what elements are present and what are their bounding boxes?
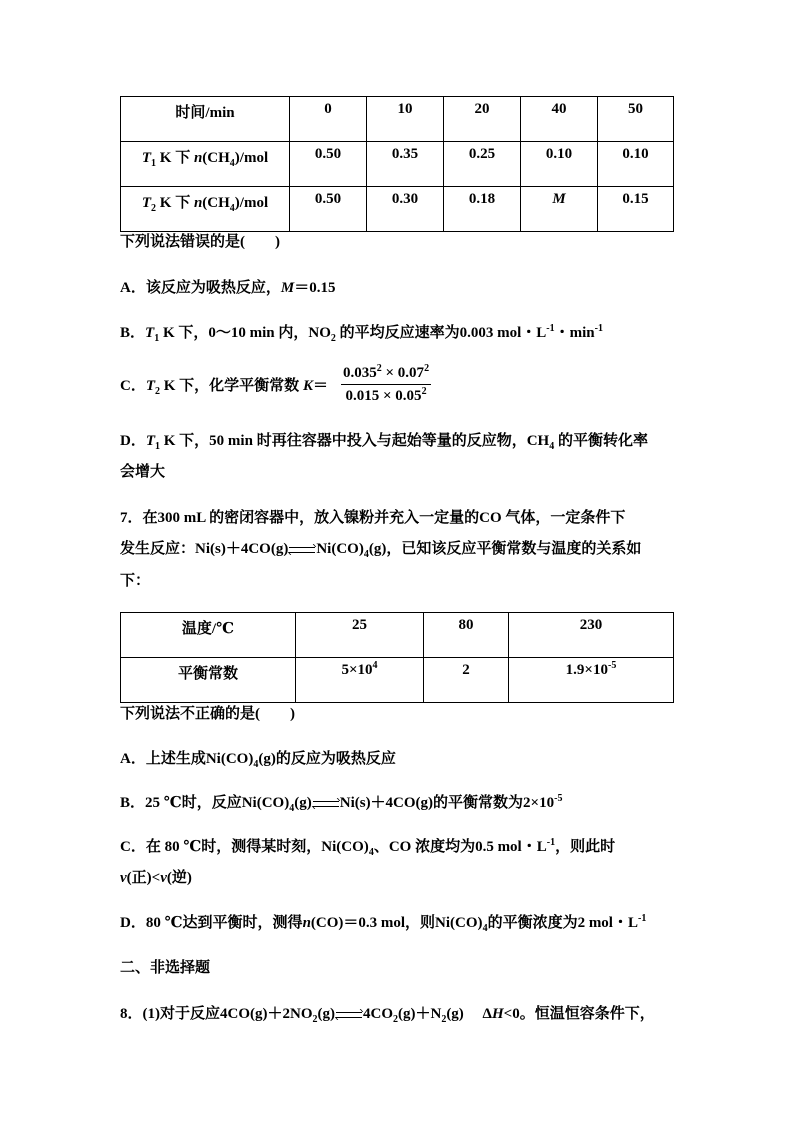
fraction-k xyxy=(341,364,431,405)
option-c: C．$T_2$ K 下，化学平衡常数 K＝ xyxy=(120,378,328,397)
question-7-line3: 下： xyxy=(120,573,151,589)
question-8-line1: 8．(1)对于反应$4CO(g)+2NO_2(g)$ $4CO_2(g)+N_2(g)$ ΔH<0。恒温恒容条件下， xyxy=(120,1006,655,1025)
option-b: B．$T_1$ K 下，0～10 min 内，$NO_2$ 的平均反应速率为0.003 mol・$L^{-1}$・$\min^{-1}$ xyxy=(120,323,603,344)
section-title: 二、非选择题 xyxy=(120,960,211,976)
header-cell: 40 xyxy=(521,97,598,142)
table-cell: 0.35 xyxy=(367,142,444,187)
question-7-line1: 7．在300 mL 的密闭容器中，放入镍粉并充入一定量的CO 气体，一定条件下 xyxy=(120,510,626,526)
table-cell: 0.50 xyxy=(290,187,367,232)
table-k-temperature xyxy=(120,612,674,703)
table-ch4-time xyxy=(120,96,674,232)
option-c-line2: v(正)<v(逆) xyxy=(120,870,192,886)
table-cell: 0.30 xyxy=(367,187,444,232)
option-d: D．80 ℃达到平衡时，测得n(CO)＝0.3 mol，则$Ni(CO)_4$的平衡浓度为2 mol・$L^{-1}$ xyxy=(120,913,647,934)
header-cell: 温度/℃ xyxy=(121,613,296,658)
row-label-t2: $T_2$ K 下 $n(CH_4)$/mol xyxy=(121,187,290,232)
question-7-line2: 发生反应：Ni(s)＋4CO(g) $Ni(CO)_4(g)$，已知该反应平衡常数与温度的关系如 xyxy=(120,541,642,560)
table-cell: $1.9\times 10^{-5}$ xyxy=(509,658,674,703)
equilibrium-arrow-icon xyxy=(313,798,339,810)
header-cell: 50 xyxy=(598,97,674,142)
fraction-denominator: $0.015 \times 0.05^2$ xyxy=(345,386,427,404)
header-cell: 80 xyxy=(424,613,509,658)
table-cell: 2 xyxy=(424,658,509,703)
question-stem: 下列说法不正确的是( ) xyxy=(120,706,295,722)
option-d-line1: D．$T_1$ K 下，50 min 时再往容器中投入与起始等量的反应物，$CH_4$ 的平衡转化率 xyxy=(120,433,648,452)
header-cell: 230 xyxy=(509,613,674,658)
table-cell: M xyxy=(521,187,598,232)
header-cell: 时间/min xyxy=(121,97,290,142)
row-label-t1: $T_1$ K 下 $n(CH_4)$/mol xyxy=(121,142,290,187)
equilibrium-arrow-icon xyxy=(336,1009,362,1021)
table-cell: 0.18 xyxy=(444,187,521,232)
option-d-line2: 会增大 xyxy=(120,464,166,480)
option-a: A．上述生成$Ni(CO)_4(g)$的反应为吸热反应 xyxy=(120,751,396,770)
table-cell: 0.10 xyxy=(521,142,598,187)
table-cell: $5\times 10^4$ xyxy=(296,658,424,703)
option-b: B．25 ℃时，反应$Ni(CO)_4(g)$ Ni(s)＋4CO(g)的平衡常数为$2\times 10^{-5}$ xyxy=(120,793,563,814)
header-cell: 20 xyxy=(444,97,521,142)
header-cell: 10 xyxy=(367,97,444,142)
option-c-line1: C．在 80 ℃时，测得某时刻，$Ni(CO)_4$、CO 浓度均为0.5 mol・$L^{-1}$，则此时 xyxy=(120,837,616,858)
row-label: 平衡常数 xyxy=(121,658,296,703)
table-cell: 0.25 xyxy=(444,142,521,187)
header-cell: 25 xyxy=(296,613,424,658)
fraction-numerator: $0.035^2 \times 0.07^2$ xyxy=(341,364,431,385)
table-cell: 0.15 xyxy=(598,187,674,232)
option-a: A．该反应为吸热反应，M＝0.15 xyxy=(120,280,336,296)
table-cell: 0.10 xyxy=(598,142,674,187)
header-cell: 0 xyxy=(290,97,367,142)
equilibrium-arrow-icon xyxy=(289,544,315,556)
question-stem: 下列说法错误的是( ) xyxy=(120,234,280,250)
table-cell: 0.50 xyxy=(290,142,367,187)
